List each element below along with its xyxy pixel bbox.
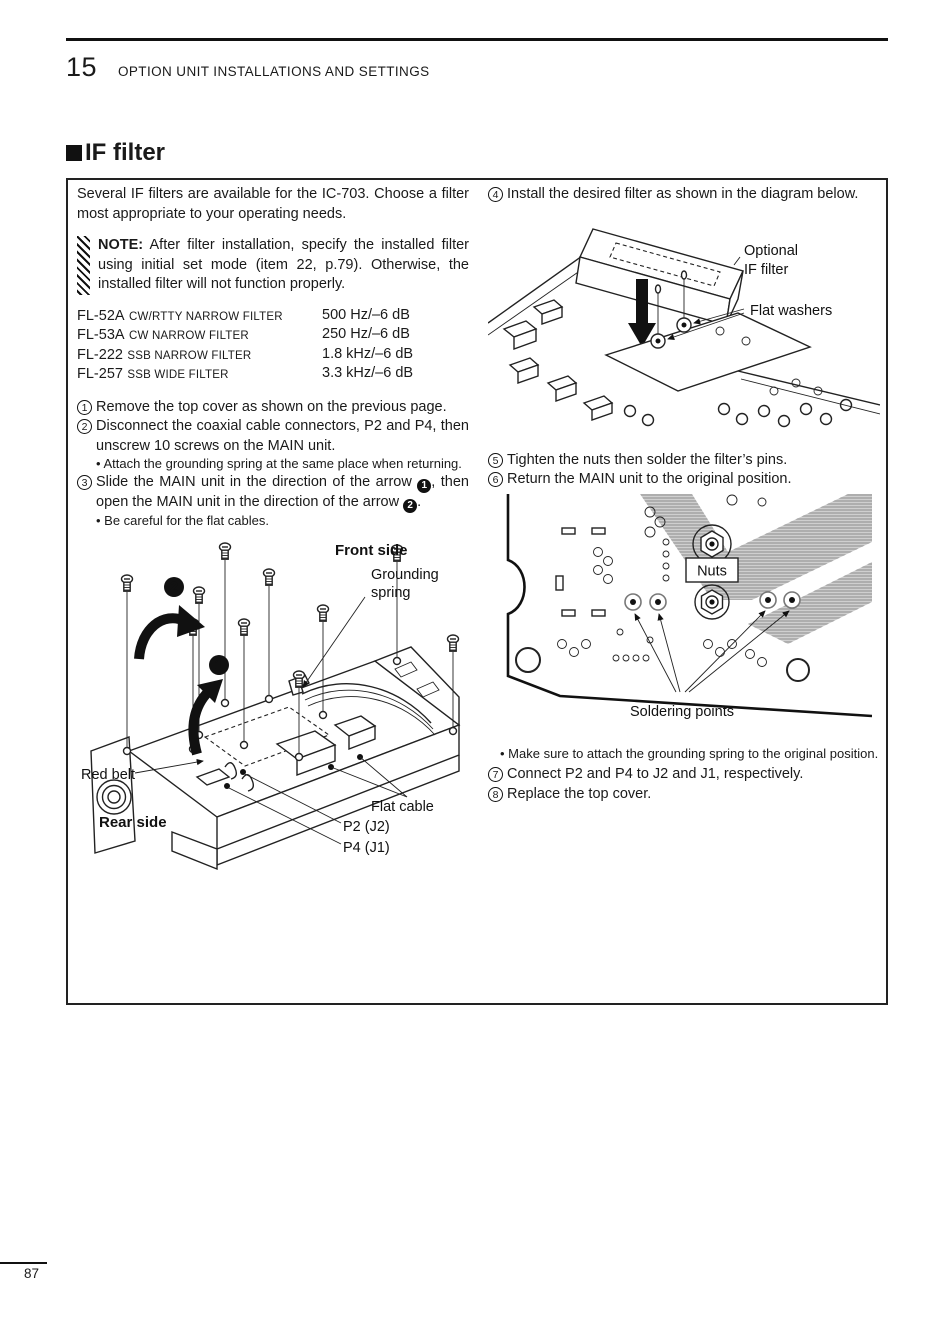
rear-side-label: Rear side <box>99 814 167 831</box>
main-unit-diagram <box>77 539 467 879</box>
flat-cable-label: Flat cable <box>371 799 434 815</box>
filter-spec: 250 Hz/–6 dB <box>322 326 410 342</box>
pcb-traces <box>640 494 872 644</box>
filter-model: FL-53A <box>77 327 125 343</box>
pcb-solder-diagram <box>500 494 872 742</box>
p4-label: P4 (J1) <box>343 840 390 856</box>
step-number: 4 <box>488 187 503 202</box>
filter-leader <box>734 257 740 265</box>
table-row <box>77 307 469 327</box>
step-4 <box>488 185 880 205</box>
nuts-label: Nuts <box>697 563 727 579</box>
arrow-1-number: 1 <box>214 657 224 674</box>
step-2-bullet: • Attach the grounding spring at the same place when returning. <box>77 456 469 473</box>
section-square-icon <box>66 145 82 161</box>
filter-name: SSB NARROW FILTER <box>127 349 252 362</box>
note-label: NOTE: <box>98 237 144 253</box>
step-number: 5 <box>488 453 503 468</box>
step-number: 1 <box>77 400 92 415</box>
chassis-outline <box>91 647 459 869</box>
filter-model: FL-52A <box>77 307 125 324</box>
instruction-steps-7-8 <box>488 765 880 804</box>
table-row <box>77 346 469 366</box>
step-text: Install the desired filter as shown in the diagram below. <box>507 186 859 202</box>
step-2 <box>77 417 469 456</box>
step-text: Connect P2 and P4 to J2 and J1, respectively. <box>507 766 804 782</box>
step-8 <box>488 785 880 805</box>
step-5 <box>488 451 880 471</box>
soldering-points-label: Soldering points <box>630 703 734 720</box>
intro-paragraph: Several IF filters are available for the IC-703. Choose a filter most appropriate to your operating needs. <box>77 186 469 222</box>
step-text: Replace the top cover. <box>507 785 652 802</box>
grounding-spring-label: Grounding <box>371 567 439 583</box>
step-text: Slide the MAIN unit in the direction of the arrow 1 , then open the MAIN unit in the direction of the arrow 2 . <box>96 473 469 511</box>
step-3-bullet: • Be careful for the flat cables. <box>77 513 469 530</box>
step-text: Return the MAIN unit to the original position. <box>507 471 792 487</box>
filter-name: CW NARROW FILTER <box>129 330 249 342</box>
step-text: Tighten the nuts then solder the filter’s pins. <box>507 451 788 468</box>
arrow-1-marker: 1 <box>417 479 431 493</box>
filter-model: FL-257 <box>77 366 123 382</box>
step-6 <box>488 470 880 490</box>
chapter-number: 15 <box>66 52 98 82</box>
front-side-label: Front side <box>335 542 408 559</box>
filter-model: FL-222 <box>77 346 123 363</box>
note-body-text: After filter installation, specify the installed filter using initial set mode (item 22, p.79). Otherwise, the installed filter will not function properly. <box>98 237 470 292</box>
p2-label: P2 (J2) <box>343 819 390 835</box>
step-number: 3 <box>77 475 92 490</box>
instruction-steps-1-3 <box>77 398 469 530</box>
step-7 <box>488 765 880 785</box>
flat-washers-label: Flat washers <box>750 302 833 319</box>
filter-name: CW/RTTY NARROW FILTER <box>129 310 283 323</box>
filter-name: SSB WIDE FILTER <box>127 369 229 381</box>
step-1 <box>77 398 469 418</box>
section-title: IF filter <box>85 139 166 166</box>
filter-spec: 3.3 kHz/–6 dB <box>322 365 414 381</box>
table-row <box>77 326 469 346</box>
step-number: 2 <box>77 419 92 434</box>
grounding-spring-bullet: • Make sure to attach the grounding spring to the original position. <box>488 746 880 763</box>
section-heading <box>66 139 165 167</box>
board-hole <box>787 659 809 681</box>
filter-spec: 1.8 kHz/–6 dB <box>322 345 414 362</box>
filter-install-diagram <box>488 213 880 443</box>
footer-rule <box>0 1262 47 1264</box>
optional-filter-label: IF filter <box>744 261 789 278</box>
note-block <box>77 236 469 295</box>
optional-filter-label: Optional <box>744 242 799 259</box>
page-number: 87 <box>24 1266 40 1281</box>
left-column <box>77 185 469 879</box>
step-3 <box>77 473 469 513</box>
content-box <box>66 178 888 1005</box>
instruction-steps-5-6 <box>488 451 880 490</box>
step-text: Disconnect the coaxial cable connectors, P2 and P4, then unscrew 10 screws on the MAIN unit. <box>96 418 469 454</box>
arrow-2-number: 2 <box>169 579 179 596</box>
step-number: 7 <box>488 767 503 782</box>
step-number: 6 <box>488 472 503 487</box>
step-text: Remove the top cover as shown on the previous page. <box>96 398 447 415</box>
grounding-spring-label: spring <box>371 585 411 601</box>
arrow-2-marker: 2 <box>403 499 417 513</box>
chapter-title: OPTION UNIT INSTALLATIONS AND SETTINGS <box>118 64 430 79</box>
filter-spec: 500 Hz/–6 dB <box>322 306 410 323</box>
step-number: 8 <box>488 787 503 802</box>
note-hatch-bar-icon <box>77 236 90 295</box>
table-row <box>77 365 469 385</box>
right-column <box>488 185 880 804</box>
note-text <box>98 236 469 295</box>
red-belt-label: Red belt <box>81 767 136 783</box>
header-rule <box>66 38 888 41</box>
board-hole <box>516 648 540 672</box>
filter-table <box>77 307 469 385</box>
